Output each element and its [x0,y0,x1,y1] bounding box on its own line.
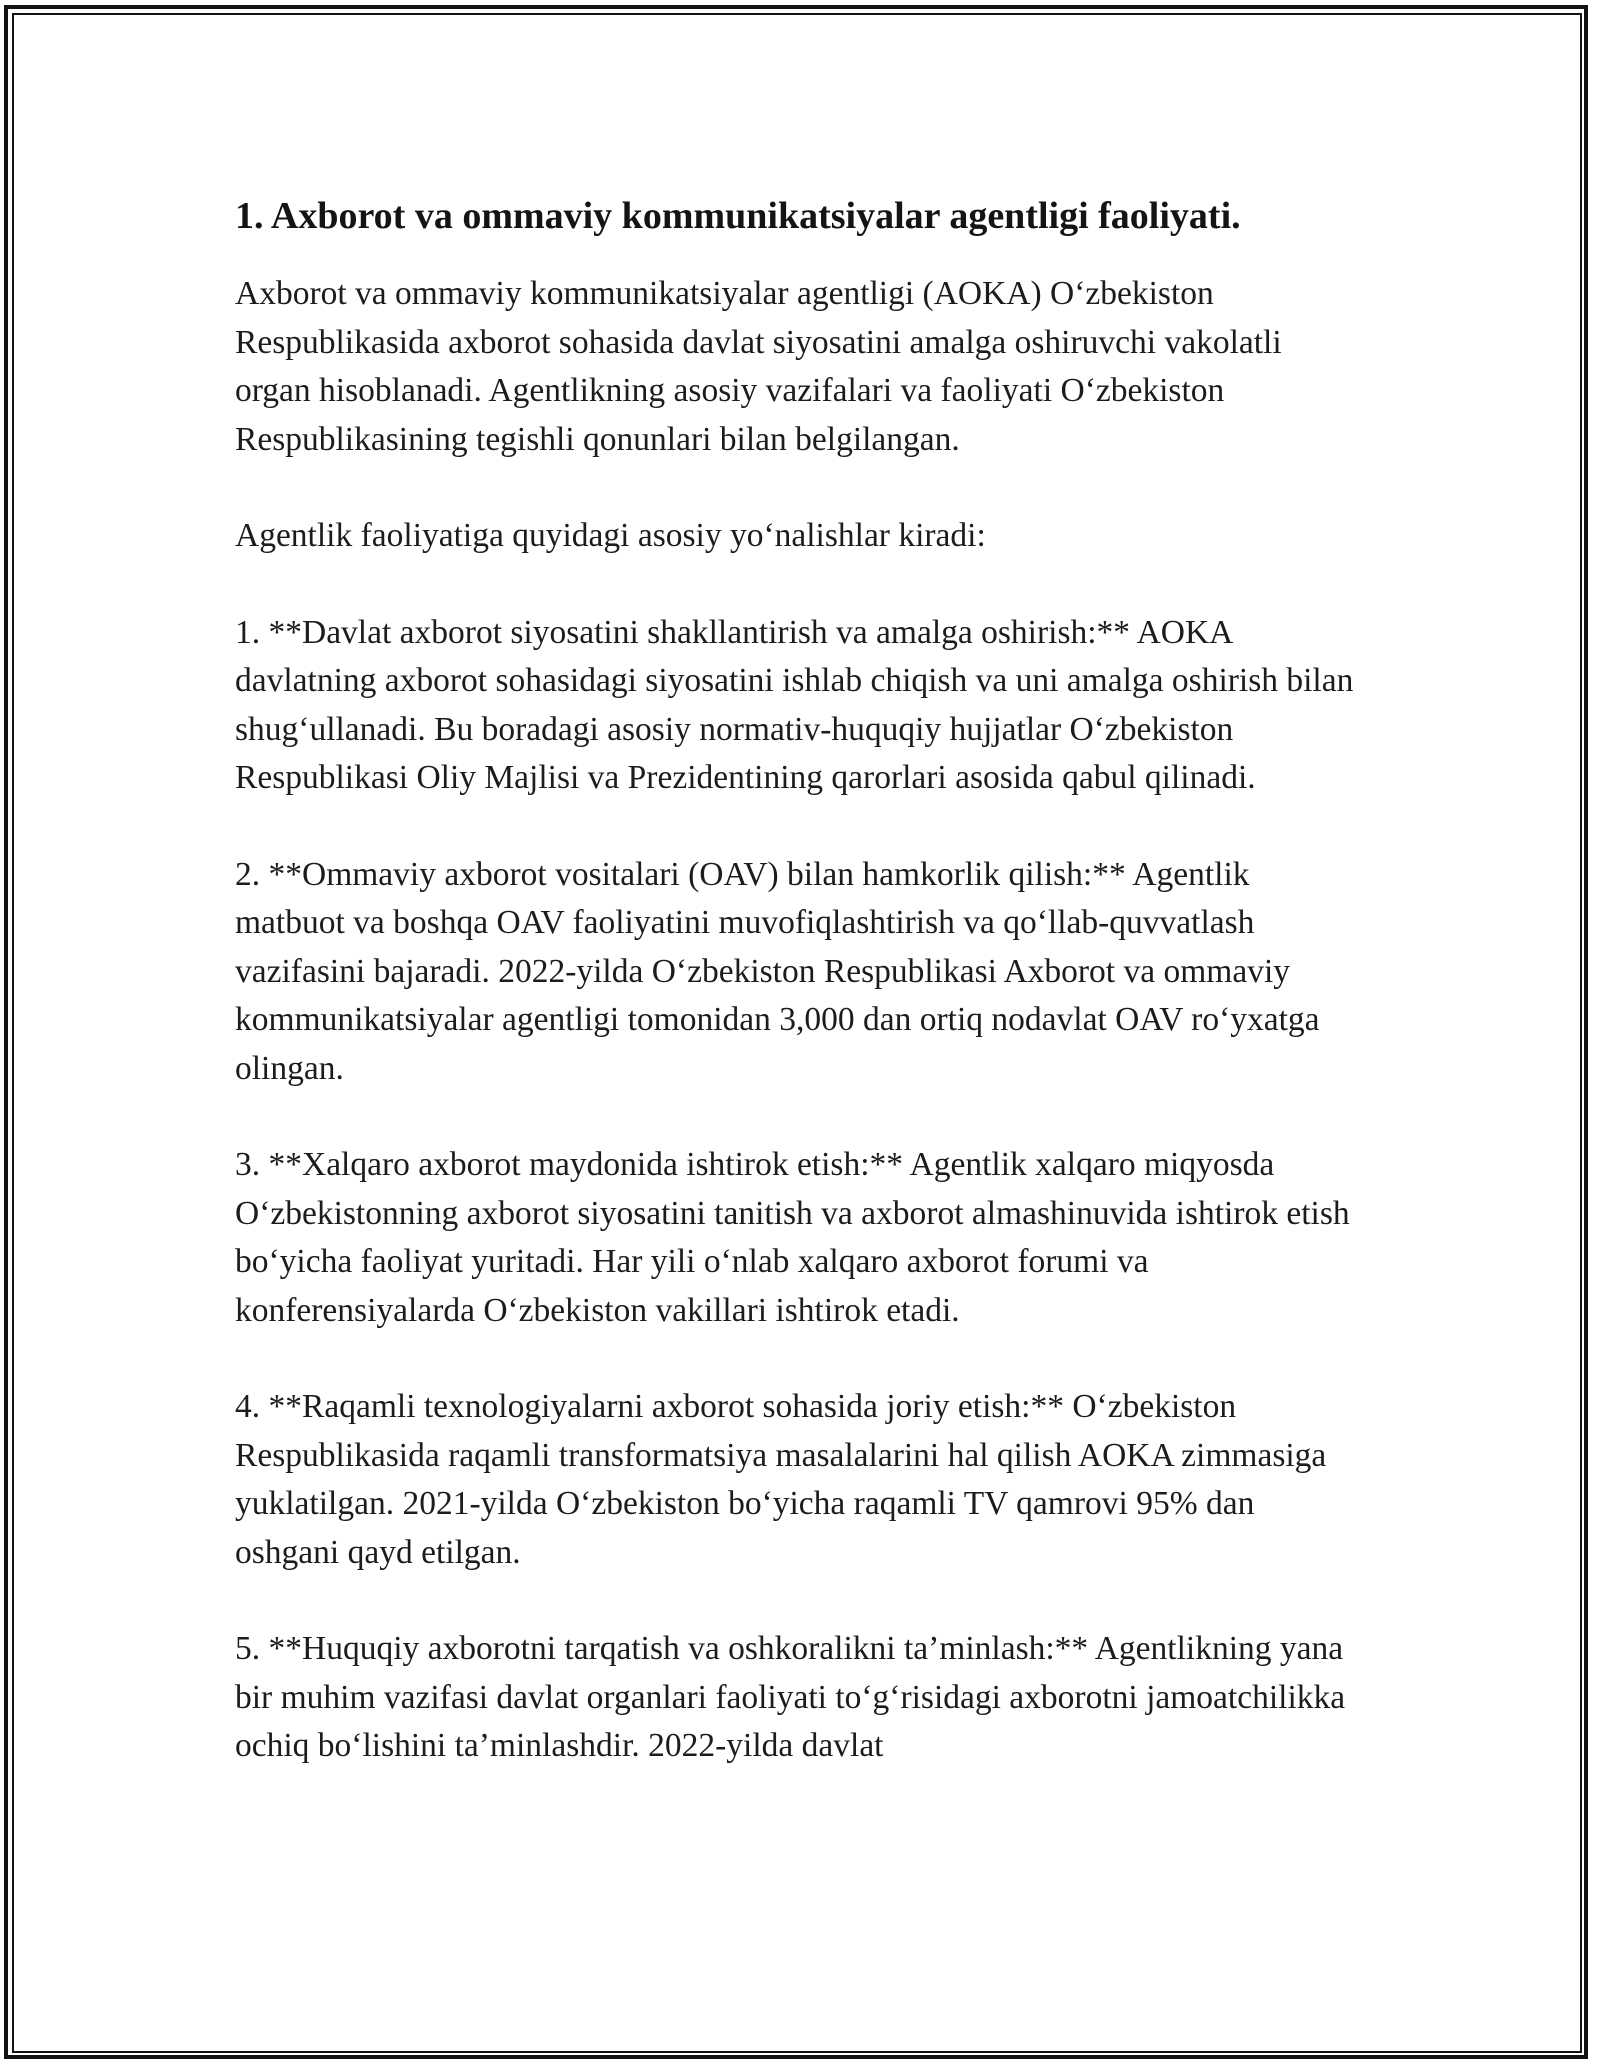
list-item-1-paragraph: 1. **Davlat axborot siyosatini shakllantirish va amalga oshirish:** AOKA davlatning axborot sohasidagi siyosatini ishlab chiqish va uni amalga oshirish bilan shug‘ullanadi. Bu boradagi asosiy normativ-huquqiy hujjatlar O‘zbekiston Respublikasi Oliy Majlisi va Prezidentining qarorlari asosida qabul qilinadi. [235,613,1354,796]
intro-paragraph: Axborot va ommaviy kommunikatsiyalar agentligi (AOKA) O‘zbekiston Respublikasida axborot sohasida davlat siyosatini amalga oshiruvchi vakolatli organ hisoblanadi. Agentlikning asosiy vazifalari va faoliyati O‘zbekiston Respublikasining tegishli qonunlari bilan belgilangan. [235,275,1282,458]
list-item-4-paragraph: 4. **Raqamli texnologiyalarni axborot sohasida joriy etish:** O‘zbekiston Respublikasida raqamli transformatsiya masalalarini hal qilish AOKA zimmasiga yuklatilgan. 2021-yilda O‘zbekiston bo‘yicha raqamli TV qamrovi 95% dan oshgani qayd etilgan. [235,1388,1327,1571]
list-item-5-paragraph: 5. **Huquqiy axborotni tarqatish va oshkoralikni ta’minlash:** Agentlikning yana bir muhim vazifasi davlat organlari faoliyati to‘g‘risidagi axborotni jamoatchilikka ochiq bo‘lishini ta’minlashdir. 2022-yilda davlat [235,1630,1346,1764]
list-item-2-paragraph: 2. **Ommaviy axborot vositalari (OAV) bilan hamkorlik qilish:** Agentlik matbuot va boshqa OAV faoliyatini muvofiqlashtirish va qo‘llab-quvvatlash vazifasini bajaradi. 2022-yilda O‘zbekiston Respublikasi Axborot va ommaviy kommunikatsiyalar agentligi tomonidan 3,000 dan ortiq nodavlat OAV ro‘yxatga olingan. [235,855,1320,1087]
section-heading: 1. Axborot va ommaviy kommunikatsiyalar agentligi faoliyati. [235,195,1241,237]
document-body [235,188,1365,1819]
directions-intro-paragraph: Agentlik faoliyatiga quyidagi asosiy yo‘nalishlar kiradi: [235,517,986,554]
list-item-3-paragraph: 3. **Xalqaro axborot maydonida ishtirok etish:** Agentlik xalqaro miqyosda O‘zbekistonning axborot siyosatini tanitish va axborot almashinuvida ishtirok etish bo‘yicha faoliyat yuritadi. Har yili o‘nlab xalqaro axborot forumi va konferensiyalarda O‘zbekiston vakillari ishtirok etadi. [235,1146,1350,1329]
